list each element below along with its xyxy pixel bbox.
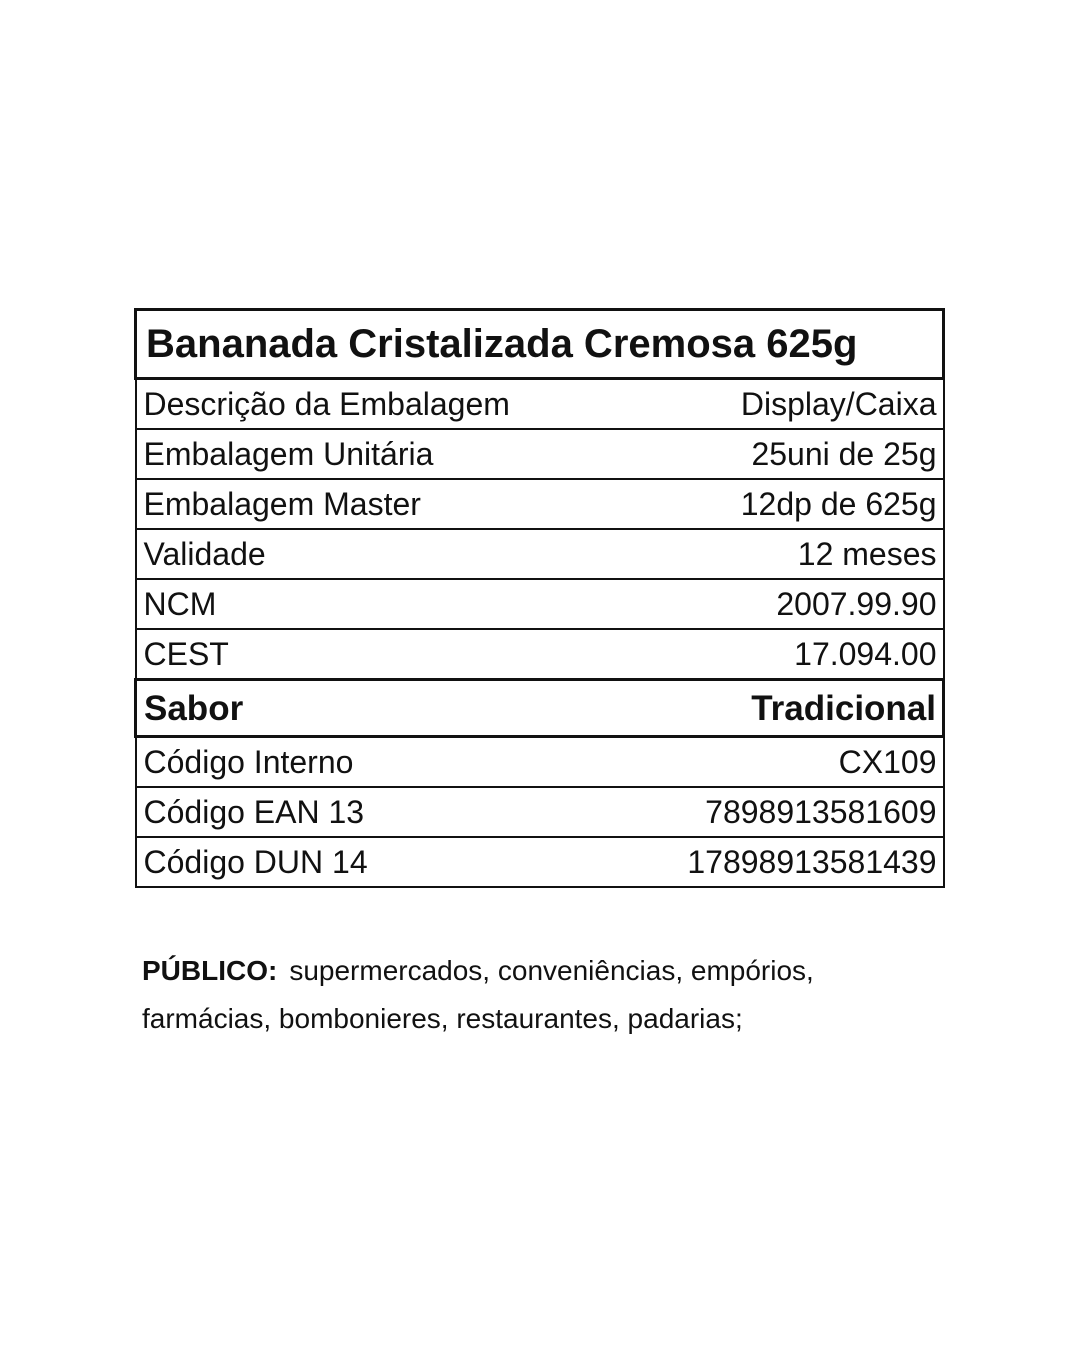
- flavor-value: Tradicional: [580, 680, 944, 737]
- audience-label: PÚBLICO:: [142, 955, 278, 986]
- spec-label: Embalagem Unitária: [136, 429, 580, 479]
- spec-value: Display/Caixa: [580, 379, 944, 430]
- spec-row-shelf-life: [136, 529, 944, 579]
- spec-row-packaging-description: [136, 379, 944, 430]
- audience-text: supermercados, conveniências, empórios, farmácias, bombonieres, restaurantes, padarias;: [142, 955, 814, 1034]
- code-value: 7898913581609: [580, 787, 944, 837]
- spec-value: 12dp de 625g: [580, 479, 944, 529]
- spec-label: Descrição da Embalagem: [136, 379, 580, 430]
- spec-label: CEST: [136, 629, 580, 680]
- flavor-label: Sabor: [136, 680, 580, 737]
- spec-row-unit-packaging: [136, 429, 944, 479]
- spec-label: Embalagem Master: [136, 479, 580, 529]
- spec-label: NCM: [136, 579, 580, 629]
- code-row-internal: [136, 737, 944, 788]
- spec-value: 12 meses: [580, 529, 944, 579]
- spec-row-ncm: [136, 579, 944, 629]
- spec-value: 25uni de 25g: [580, 429, 944, 479]
- spec-value: 2007.99.90: [580, 579, 944, 629]
- title-row: [136, 310, 944, 379]
- spec-row-master-packaging: [136, 479, 944, 529]
- code-value: CX109: [580, 737, 944, 788]
- spec-value: 17.094.00: [580, 629, 944, 680]
- code-row-dun14: [136, 837, 944, 887]
- spec-row-cest: [136, 629, 944, 680]
- spec-label: Validade: [136, 529, 580, 579]
- code-value: 17898913581439: [580, 837, 944, 887]
- target-audience: [142, 947, 942, 1043]
- code-row-ean13: [136, 787, 944, 837]
- product-title: Bananada Cristalizada Cremosa 625g: [136, 310, 944, 379]
- code-label: Código Interno: [136, 737, 580, 788]
- product-spec-table: [134, 308, 945, 888]
- code-label: Código DUN 14: [136, 837, 580, 887]
- code-label: Código EAN 13: [136, 787, 580, 837]
- flavor-row: [136, 680, 944, 737]
